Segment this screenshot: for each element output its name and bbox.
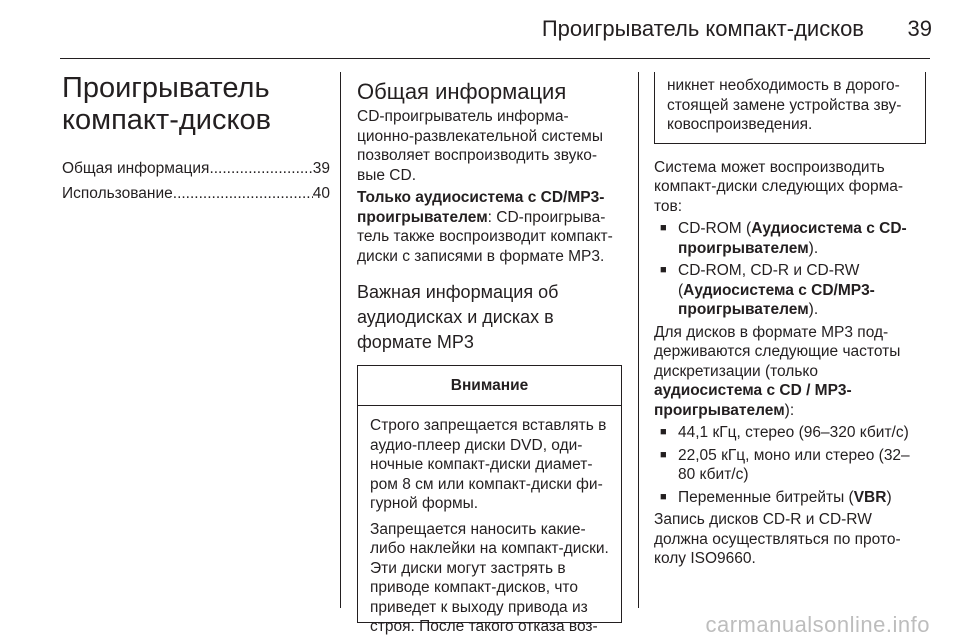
formats-list [654, 219, 926, 320]
running-head [0, 14, 932, 44]
bold-term: Аудиосистема с CD/MP3-проигрывателем [678, 281, 875, 318]
warning-paragraph-1: Строго запрещается вставлять в аудио-плеер диски DVD, оди-ночные компакт-диски диамет-ром 8 см или компакт-диски фи-гурной формы. [370, 417, 607, 512]
toc-page-number: 40 [312, 185, 330, 202]
table-of-contents [62, 156, 330, 206]
toc-label: Общая информация [62, 160, 210, 177]
warning-box [357, 365, 622, 635]
bullet-icon: ■ [660, 264, 667, 276]
list-item-text: CD-ROM ( [678, 220, 752, 237]
toc-page-number: 39 [312, 160, 330, 177]
sample-rate-paragraph [654, 323, 926, 421]
toc-entry-general[interactable] [62, 156, 330, 181]
list-item [654, 261, 926, 320]
running-title: Проигрыватель компакт-дисков [541, 16, 864, 41]
content-column-3 [654, 77, 926, 572]
list-item-text: ). [808, 301, 819, 318]
list-item [654, 446, 926, 485]
toc-label: Использование [62, 185, 173, 202]
list-item-text: CD-ROM, CD-R и CD-RW ( [678, 262, 860, 299]
header-rule [60, 58, 930, 59]
list-item [654, 219, 926, 258]
list-item-text: ) [886, 488, 892, 506]
bold-term: VBR [853, 488, 887, 506]
column-divider-2 [638, 72, 639, 608]
bold-term: аудиосистема с CD / MP3-проигрывателем [654, 382, 852, 419]
list-item [654, 423, 926, 443]
warning-paragraph-2: Запрещается наносить какие-либо наклейки на компакт-диски. Эти диски могут застрять в приводе компакт-дисков, что приведет к выходу привода из строя. После такого отказа воз- [370, 520, 609, 635]
mp3-player-paragraph [357, 188, 622, 266]
bold-term: Только аудиосистема с CD/MP3-проигрывателем [357, 189, 605, 226]
sample-rate-list [654, 423, 926, 507]
bullet-icon: ■ [660, 222, 667, 234]
iso-paragraph: Запись дисков CD-R и CD-RW должна осуществляться по прото-колу ISO9660. [654, 511, 901, 567]
warning-title: Внимание [358, 366, 621, 406]
list-item-text: 44,1 кГц, стерео (96–320 кбит/с) [678, 424, 909, 441]
list-item-text: 22,05 кГц, моно или стерео (32–80 кбит/с) [678, 446, 910, 483]
page-number: 39 [907, 16, 932, 41]
formats-paragraph: Система может воспроизводить компакт-диски следующих форма-тов: [654, 158, 904, 215]
list-item [654, 488, 926, 508]
chapter-title [62, 72, 330, 136]
subsection-heading: Важная информация об аудиодисках и дисках в формате MP3 [357, 282, 559, 352]
list-item-text: Переменные битрейты ( [678, 488, 854, 506]
paragraph-text: : CD-проигрыва-тель также воспроизводит компакт-диски с записями в формате MP3. [357, 208, 613, 265]
chapter-title-line-2: компакт-дисков [62, 104, 272, 136]
section-heading: Общая информация [357, 79, 567, 104]
chapter-title-line-1: Проигрыватель [62, 72, 270, 104]
toc-leader-dots [173, 181, 313, 206]
warning-box-continued [654, 72, 926, 144]
paragraph-text: ): [784, 401, 795, 419]
intro-paragraph: CD-проигрыватель информа-ционно-развлекательной системы позволяет воспроизводить звуко-вые CD. [357, 108, 603, 184]
list-item-text: ). [808, 239, 819, 257]
bullet-icon: ■ [660, 490, 667, 503]
paragraph-text: Для дисков в формате MP3 под-держиваются следующие частоты дискретизации (только [654, 323, 901, 380]
warning-body [358, 406, 621, 637]
toc-entry-usage[interactable] [62, 181, 330, 206]
column-divider-1 [340, 72, 341, 608]
toc-leader-dots [209, 156, 312, 181]
chapter-column [62, 72, 330, 206]
warning-continued-text: никнет необходимость в дорого-стоящей замене устройства зву-ковоспроизведения. [667, 77, 902, 133]
bullet-icon: ■ [660, 426, 667, 438]
watermark: carmanualsonline.info [705, 612, 930, 637]
bullet-icon: ■ [660, 448, 667, 461]
bold-term: Аудиосистема с CD-проигрывателем [678, 220, 907, 257]
content-column-2 [357, 79, 622, 635]
